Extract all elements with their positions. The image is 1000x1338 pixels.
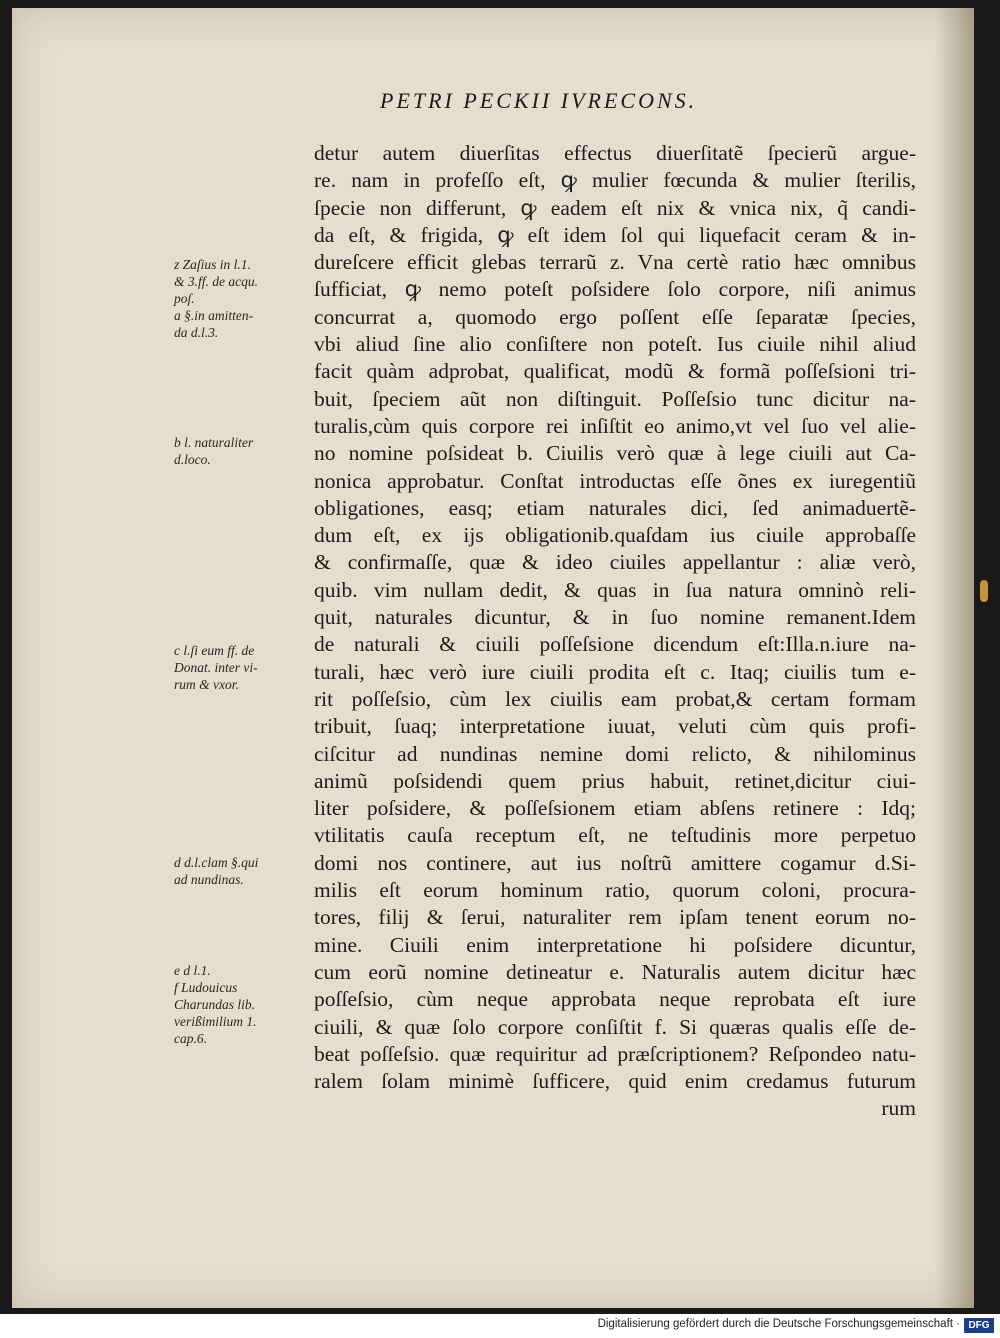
body-line: buit, ſpeciem aũt non diſtinguit. Poſſeſsio tunc dicitur na- (314, 386, 916, 411)
body-line: concurrat a, quomodo ergo poſſent eſſe ſeparatæ ſpecies, (314, 304, 916, 329)
body-line: ralem ſolam minimè ſufficere, quid enim credamus futurum (314, 1069, 916, 1094)
body-line: ciuili, & quæ ſolo corpore conſiſtit f. Si quæras qualis eſſe de- (314, 1014, 916, 1039)
body-line: ſpecie non differunt, ꝙ eadem eſt nix & vnica nix, q̃ candi- (314, 195, 916, 220)
body-line: animũ poſsidendi quem prius habuit, retinet,dicitur ciui- (314, 768, 916, 793)
book-page (12, 8, 974, 1308)
margin-note-line: f Ludouicus (174, 980, 238, 995)
body-line: turali, hæc verò iure ciuili prodita eſt c. Itaq; ciuilis tum e- (314, 659, 916, 684)
body-line: de naturali & ciuili poſſeſsione dicendum eſt:Illa.n.iure na- (314, 632, 916, 657)
body-line: tores, filij & ſerui, naturaliter rem ipſam tenent eorum no- (314, 905, 916, 930)
body-line: domi nos continere, aut ius noſtrũ amittere cogamur d.Si- (314, 850, 916, 875)
body-line: dureſcere efficit glebas terrarũ z. Vna certè ratio hæc omnibus (314, 250, 916, 275)
margin-note-line: ad nundinas. (174, 872, 244, 887)
body-line: quit, naturales dicuntur, & in ſuo nomine remanent.Idem (314, 605, 916, 630)
page-edge-shadow (934, 8, 974, 1308)
body-text (314, 140, 916, 1123)
margin-note-b (174, 434, 308, 468)
body-line: re. nam in profeſſo eſt, ꝙ mulier fœcunda & mulier ſterilis, (314, 168, 916, 193)
margin-note-line: Donat. inter vi- (174, 660, 258, 675)
running-head: PETRI PECKII IVRECONS. (380, 88, 698, 113)
body-line: no nomine poſsideat b. Ciuilis verò quæ à lege ciuili aut Ca- (314, 441, 916, 466)
footer-bar (0, 1314, 1000, 1338)
body-line: facit quàm adprobat, qualificat, modũ & formã poſſeſsioni tri- (314, 359, 916, 384)
margin-note-line: poſ. (174, 291, 195, 306)
margin-note-e-f (174, 962, 308, 1047)
margin-note-line: a §.in amitten- (174, 308, 254, 323)
margin-note-line: d.loco. (174, 452, 211, 467)
margin-note-d (174, 854, 308, 888)
body-line: beat poſſeſsio. quæ requiritur ad præſcriptionem? Reſpondeo natu- (314, 1041, 916, 1066)
body-line: ſufficiat, ꝙ nemo poteſt poſsidere ſolo corpore, niſi animus (314, 277, 916, 302)
body-line: dum eſt, ex ijs obligationib.quaſdam ius ciuile approbaſſe (314, 523, 916, 548)
margin-note-c (174, 642, 308, 693)
body-line: detur autem diuerſitas effectus diuerſitatẽ ſpecierũ argue- (314, 141, 916, 165)
body-line: milis eſt eorum hominum ratio, quorum coloni, procura- (314, 878, 916, 903)
footer-credit: Digitalisierung gefördert durch die Deutsche Forschungsgemeinschaft · (597, 1318, 960, 1330)
margin-note-line: d d.l.clam §.qui (174, 855, 259, 870)
body-line: cum eorũ nomine detineatur e. Naturalis autem dicitur hæc (314, 959, 916, 984)
margin-note-line: verißimilium 1. (174, 1014, 257, 1029)
body-line: ciſcitur ad nundinas nemine domi relicto, & nihilominus (314, 741, 916, 766)
body-line: poſſeſsio, cùm neque approbata neque reprobata eſt iure (314, 987, 916, 1012)
margin-note-line: z Zaſius in l.1. (174, 257, 251, 272)
margin-note-line: Charundas lib. (174, 997, 256, 1012)
margin-note-line: da d.l.3. (174, 325, 219, 340)
body-line: turalis,cùm quis corpore rei inſiſtit eo animo,vt vel ſuo vel alie- (314, 413, 916, 438)
body-line: vtilitatis cauſa receptum eſt, ne teſtudinis more perpetuo (314, 823, 916, 848)
margin-note-line: e d l.1. (174, 963, 211, 978)
paper-stain (980, 580, 988, 602)
catchword: rum (881, 1096, 916, 1121)
body-line: da eſt, & frigida, ꝙ eſt idem ſol qui liquefacit ceram & in- (314, 222, 916, 247)
body-line: nonica approbatur. Conſtat introductas eſſe õnes ex iuregentiũ (314, 468, 916, 493)
body-line: liter poſsidere, & poſſeſsionem etiam abſens retinere : Idq; (314, 796, 916, 821)
margin-note-line: b l. naturaliter (174, 435, 254, 450)
body-line: mine. Ciuili enim interpretatione hi poſsidere dicuntur, (314, 932, 916, 957)
margin-note-line: cap.6. (174, 1031, 207, 1046)
body-line: rit poſſeſsio, cùm lex ciuilis eam probat,& certam formam (314, 686, 916, 711)
margin-note-line: c l.ſi eum ff. de (174, 643, 255, 658)
body-line: tribuit, ſuaq; interpretatione iuuat, veluti cùm quis profi- (314, 714, 916, 739)
dfg-logo: DFG (964, 1318, 994, 1333)
body-line: obligationes, easq; etiam naturales dici, ſed animaduertẽ- (314, 495, 916, 520)
body-line: vbi aliud ſine alio conſiſtere non poteſt. Ius ciuile nihil aliud (314, 332, 916, 357)
body-line: quib. vim nullam dedit, & quas in ſua natura omninò reli- (314, 577, 916, 602)
body-line: & confirmaſſe, quæ & ideo ciuiles appellantur : aliæ verò, (314, 550, 916, 575)
margin-note-line: & 3.ff. de acqu. (174, 274, 258, 289)
margin-note-line: rum & vxor. (174, 677, 239, 692)
margin-note-z-a (174, 256, 308, 341)
